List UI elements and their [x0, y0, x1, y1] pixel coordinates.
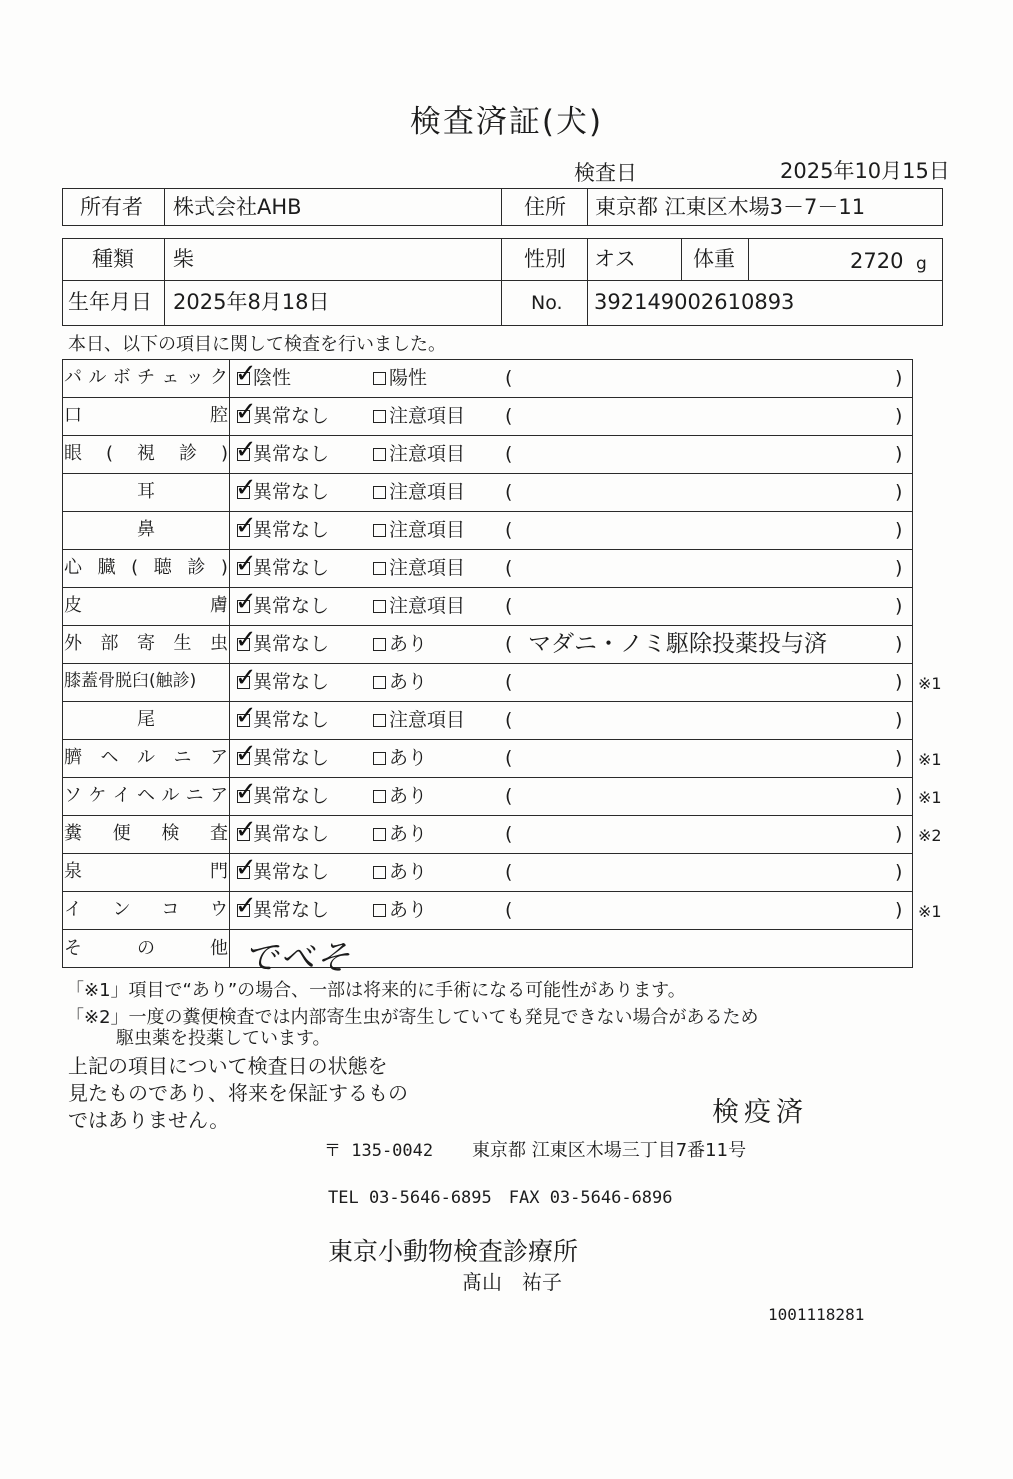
footnote-mark: ※1: [918, 674, 942, 693]
check-item-label: イ ン コ ウ: [64, 899, 228, 920]
option-abnormal-checkbox[interactable]: [373, 711, 465, 730]
option-abnormal-label: あり: [389, 785, 428, 807]
option-normal-checkbox[interactable]: [235, 511, 330, 541]
option-abnormal-label: 注意項目: [389, 405, 466, 427]
birth-value: 2025年8月18日: [173, 290, 330, 314]
doctor-name: 髙山 祐子: [462, 1270, 562, 1294]
checkbox-unchecked[interactable]: [373, 638, 386, 651]
option-normal-checkbox[interactable]: [235, 777, 330, 807]
checkmark-icon: ✓: [235, 397, 257, 427]
footnote-mark: ※1: [918, 788, 942, 807]
paren-open: (: [505, 899, 513, 921]
checkbox-checked[interactable]: [235, 473, 257, 503]
no-value: 392149002610893: [594, 290, 795, 314]
paren-open: (: [505, 557, 513, 579]
clinic-address: 東京都 江東区木場三丁目7番11号: [472, 1140, 747, 1161]
option-abnormal-label: あり: [389, 671, 428, 693]
checkbox-unchecked[interactable]: [373, 410, 386, 423]
check-item-detail: マダニ・ノミ駆除投薬投与済: [528, 631, 827, 657]
option-normal-checkbox[interactable]: [235, 891, 330, 921]
checkmark-icon: ✓: [235, 587, 257, 617]
paren-open: (: [505, 595, 513, 617]
checkbox-unchecked[interactable]: [373, 866, 386, 879]
option-abnormal-label: あり: [389, 861, 428, 883]
paren-close: ): [895, 633, 903, 655]
checkbox-checked[interactable]: [235, 587, 257, 617]
option-abnormal-checkbox[interactable]: [373, 863, 427, 882]
checkmark-icon: ✓: [235, 701, 257, 731]
check-item-label: 心 臓 ( 聴 診 ): [64, 557, 228, 578]
option-abnormal-checkbox[interactable]: [373, 901, 427, 920]
checkbox-checked[interactable]: [235, 663, 257, 693]
option-normal-label: 異常なし: [253, 519, 330, 541]
intro-note: 本日、以下の項目に関して検査を行いました。: [68, 334, 446, 355]
paren-close: ): [895, 823, 903, 845]
option-abnormal-checkbox[interactable]: [373, 749, 427, 768]
postal-code: 〒 135-0042: [324, 1141, 434, 1161]
option-normal-checkbox[interactable]: [235, 815, 330, 845]
paren-close: ): [895, 405, 903, 427]
paren-open: (: [505, 443, 513, 465]
owner-label: 所有者: [80, 195, 143, 219]
option-abnormal-label: 注意項目: [389, 595, 466, 617]
checkbox-checked[interactable]: [235, 853, 257, 883]
address-label: 住所: [524, 195, 566, 219]
option-abnormal-checkbox[interactable]: [373, 445, 465, 464]
weight-value: 2720: [850, 249, 904, 273]
type-label: 種類: [92, 247, 134, 271]
check-item-label: 耳: [137, 481, 155, 502]
checkmark-icon: ✓: [235, 663, 257, 693]
checkbox-checked[interactable]: [235, 397, 257, 427]
quarantine-stamp: 検疫済: [712, 1097, 808, 1128]
option-normal-checkbox[interactable]: [235, 625, 330, 655]
paren-close: ): [895, 367, 903, 389]
checkmark-icon: ✓: [235, 739, 257, 769]
paren-open: (: [505, 367, 513, 389]
option-normal-label: 異常なし: [253, 899, 330, 921]
option-normal-label: 異常なし: [253, 671, 330, 693]
check-item-label: ソ ケ イ ヘ ル ニ ア: [64, 785, 228, 806]
paren-close: ): [895, 747, 903, 769]
checkbox-unchecked[interactable]: [373, 752, 386, 765]
check-item-label: 眼 ( 視 診 ): [64, 443, 228, 464]
paren-close: ): [895, 557, 903, 579]
paren-close: ): [895, 443, 903, 465]
footnote-1: 「※1」項目で“あり”の場合、一部は将来的に手術になる可能性があります。: [66, 980, 686, 1001]
checkbox-checked[interactable]: [235, 359, 257, 389]
check-item-label: 鼻: [137, 519, 155, 540]
option-normal-label: 異常なし: [253, 633, 330, 655]
option-normal-label: 異常なし: [253, 709, 330, 731]
paren-open: (: [505, 671, 513, 693]
check-item-label: 外 部 寄 生 虫: [64, 633, 228, 654]
sex-label: 性別: [524, 247, 566, 271]
check-item-label: 口 腔: [64, 405, 228, 426]
paren-open: (: [505, 481, 513, 503]
paren-open: (: [505, 633, 513, 655]
option-normal-checkbox[interactable]: [235, 359, 292, 389]
checkbox-unchecked[interactable]: [373, 524, 386, 537]
checkbox-checked[interactable]: [235, 701, 257, 731]
option-normal-label: 異常なし: [253, 785, 330, 807]
option-abnormal-label: あり: [389, 823, 428, 845]
checkbox-unchecked[interactable]: [373, 486, 386, 499]
checkbox-checked[interactable]: [235, 777, 257, 807]
paren-open: (: [505, 747, 513, 769]
checkbox-checked[interactable]: [235, 815, 257, 845]
option-abnormal-checkbox[interactable]: [373, 521, 465, 540]
checkmark-icon: ✓: [235, 435, 257, 465]
checkbox-unchecked[interactable]: [373, 600, 386, 613]
paren-close: ): [895, 595, 903, 617]
checkbox-checked[interactable]: [235, 435, 257, 465]
option-abnormal-label: 注意項目: [389, 481, 466, 503]
paren-open: (: [505, 823, 513, 845]
option-abnormal-label: 陽性: [389, 367, 428, 389]
address-value: 東京都 江東区木場3－7－11: [595, 195, 866, 219]
sex-value: オス: [594, 247, 636, 271]
disclaimer-line: ではありません。: [68, 1108, 230, 1132]
footnote-mark: ※2: [918, 826, 942, 845]
check-item-label: パ ル ボ チ ェ ッ ク: [64, 367, 228, 388]
checkbox-checked[interactable]: [235, 891, 257, 921]
birth-label: 生年月日: [68, 290, 152, 314]
checkbox-checked[interactable]: [235, 739, 257, 769]
weight-label: 体重: [693, 247, 735, 271]
checkbox-unchecked[interactable]: [373, 448, 386, 461]
option-abnormal-label: あり: [389, 899, 428, 921]
option-normal-label: 異常なし: [253, 557, 330, 579]
option-abnormal-label: あり: [389, 633, 428, 655]
exam-date-value: 2025年10月15日: [780, 159, 950, 183]
option-normal-label: 異常なし: [253, 481, 330, 503]
contact-numbers: TEL 03-5646-6895 FAX 03-5646-6896: [328, 1188, 673, 1208]
footnote-2-continued: 駆虫薬を投薬しています。: [116, 1028, 331, 1049]
checkmark-icon: ✓: [235, 815, 257, 845]
paren-close: ): [895, 519, 903, 541]
type-value: 柴: [173, 247, 194, 271]
option-normal-checkbox[interactable]: [235, 853, 330, 883]
checkbox-unchecked[interactable]: [373, 790, 386, 803]
checkmark-icon: ✓: [235, 853, 257, 883]
option-normal-label: 異常なし: [253, 443, 330, 465]
option-abnormal-checkbox[interactable]: [373, 635, 427, 654]
checkbox-unchecked[interactable]: [373, 372, 386, 385]
option-abnormal-checkbox[interactable]: [373, 407, 465, 426]
option-normal-checkbox[interactable]: [235, 397, 330, 427]
checkbox-unchecked[interactable]: [373, 676, 386, 689]
paren-open: (: [505, 519, 513, 541]
check-item-label: 膝蓋骨脱臼(触診): [64, 671, 197, 691]
paren-open: (: [505, 709, 513, 731]
option-abnormal-checkbox[interactable]: [373, 597, 465, 616]
paren-close: ): [895, 899, 903, 921]
paren-open: (: [505, 861, 513, 883]
serial-number: 1001118281: [768, 1305, 865, 1324]
option-normal-label: 陰性: [253, 367, 292, 389]
option-normal-checkbox[interactable]: [235, 701, 330, 731]
document-title: 検査済証(犬): [409, 104, 604, 140]
option-abnormal-label: あり: [389, 747, 428, 769]
option-normal-label: 異常なし: [253, 595, 330, 617]
option-normal-checkbox[interactable]: [235, 663, 330, 693]
option-normal-label: 異常なし: [253, 405, 330, 427]
check-item-label: 糞 便 検 査: [64, 823, 228, 844]
checkbox-checked[interactable]: [235, 511, 257, 541]
checkbox-unchecked[interactable]: [373, 828, 386, 841]
option-abnormal-checkbox[interactable]: [373, 369, 427, 388]
checkbox-unchecked[interactable]: [373, 714, 386, 727]
option-normal-checkbox[interactable]: [235, 473, 330, 503]
option-abnormal-label: 注意項目: [389, 443, 466, 465]
paren-open: (: [505, 405, 513, 427]
paren-close: ): [895, 709, 903, 731]
owner-value: 株式会社AHB: [173, 195, 302, 219]
option-abnormal-checkbox[interactable]: [373, 673, 427, 692]
checkbox-unchecked[interactable]: [373, 904, 386, 917]
option-normal-checkbox[interactable]: [235, 549, 330, 579]
checkbox-unchecked[interactable]: [373, 562, 386, 575]
check-item-label: 泉 門: [64, 861, 228, 882]
no-label: No.: [531, 292, 563, 314]
disclaimer-line: 見たものであり、将来を保証するもの: [68, 1081, 408, 1105]
checkmark-icon: ✓: [235, 625, 257, 655]
check-item-label: 臍 ヘ ル ニ ア: [64, 747, 228, 768]
option-abnormal-label: 注意項目: [389, 709, 466, 731]
checkbox-checked[interactable]: [235, 625, 257, 655]
check-item-label: 皮 膚: [64, 595, 228, 616]
option-normal-label: 異常なし: [253, 823, 330, 845]
checkmark-icon: ✓: [235, 777, 257, 807]
option-abnormal-label: 注意項目: [389, 519, 466, 541]
footnote-mark: ※1: [918, 750, 942, 769]
option-normal-label: 異常なし: [253, 747, 330, 769]
checkmark-icon: ✓: [235, 359, 257, 389]
option-normal-checkbox[interactable]: [235, 739, 330, 769]
other-handwritten-value: でべそ: [244, 938, 352, 978]
paren-close: ): [895, 671, 903, 693]
option-abnormal-checkbox[interactable]: [373, 483, 465, 502]
checkmark-icon: ✓: [235, 891, 257, 921]
disclaimer: [68, 1053, 408, 1134]
clinic-name: 東京小動物検査診療所: [328, 1237, 579, 1266]
footnote-2: 「※2」一度の糞便検査では内部寄生虫が寄生していても発見できない場合があるため: [66, 1007, 759, 1028]
checkbox-checked[interactable]: [235, 549, 257, 579]
option-abnormal-checkbox[interactable]: [373, 559, 465, 578]
check-item-label: 尾: [137, 709, 155, 730]
weight-unit: g: [916, 254, 927, 274]
option-abnormal-checkbox[interactable]: [373, 825, 427, 844]
paren-close: ): [895, 785, 903, 807]
option-normal-label: 異常なし: [253, 861, 330, 883]
disclaimer-line: 上記の項目について検査日の状態を: [68, 1054, 388, 1078]
paren-close: ): [895, 861, 903, 883]
paren-close: ): [895, 481, 903, 503]
option-abnormal-label: 注意項目: [389, 557, 466, 579]
option-normal-checkbox[interactable]: [235, 435, 330, 465]
paren-open: (: [505, 785, 513, 807]
checkmark-icon: ✓: [235, 549, 257, 579]
option-abnormal-checkbox[interactable]: [373, 787, 427, 806]
checkmark-icon: ✓: [235, 511, 257, 541]
footnote-mark: ※1: [918, 902, 942, 921]
checkmark-icon: ✓: [235, 473, 257, 503]
option-normal-checkbox[interactable]: [235, 587, 330, 617]
exam-date-label: 検査日: [574, 161, 637, 185]
other-label: そ の 他: [64, 938, 228, 959]
